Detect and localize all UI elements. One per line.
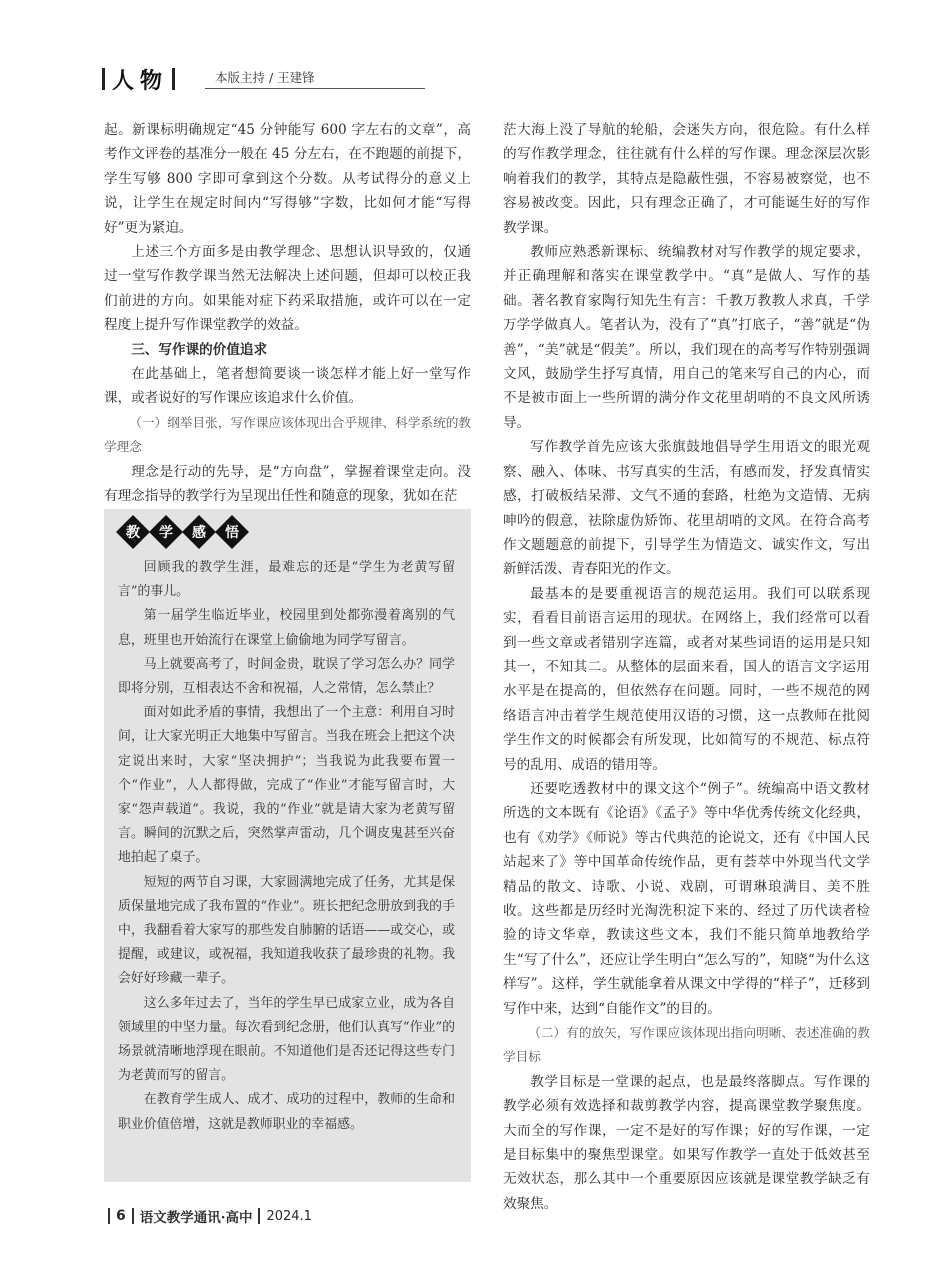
paragraph: 还要吃透教材中的课文这个“例子”。统编高中语文教材所选的文本既有《论语》《孟子》等中华优秀传统文化经典，也有《劝学》《师说》等古代典范的论说文，还有《中国人民站起来了》等中国革命传统作品，更有荟萃中外现当代文学精品的散文、诗歌、小说、戏剧，可谓琳琅满目、美不胜收。这些都是历经时光淘洗积淀下来的、经过了历代读者检验的诗文华章，教读这些文本，我们不能只简单地教给学生“写了什么”，还应让学生明白“怎么写的”，知晓“为什么这样写”。这样，学生就能拿着从课文中学得的“样子”，迁移到写作中来，达到“自能作文”的目的。 [503,780,870,1017]
subsection-heading: （一）纲举目张，写作课应该体现出合乎规律、科学系统的教学理念 [104,414,471,455]
footer-bar [108,1208,110,1224]
paragraph: 在此基础上，笔者想简要谈一谈怎样才能上好一堂写作课，或者说好的写作课应该追求什么价值。 [104,366,471,407]
badge: 悟 [215,515,249,549]
badge: 学 [149,515,183,549]
header-bar-left [102,68,105,90]
footer-bar [132,1208,134,1224]
page-number: 6 [116,1208,126,1224]
paragraph: 上述三个方面多是由教学理念、思想认识导致的，仅通过一堂写作教学课当然无法解决上述问题，但却可以校正我们前进的方向。如果能对症下药采取措施，或许可以在一定程度上提升写作课堂教学的效益。 [104,244,471,334]
badge: 感 [182,515,216,549]
page-footer [102,1206,312,1226]
editor-credit: 本版主持 / 王建锋 [205,68,425,89]
section-heading: 三、写作课的价值追求 [131,341,268,358]
box-paragraph: 回顾我的教学生涯，最难忘的还是“学生为老黄写留言”的事儿。 [118,560,455,600]
badge: 教 [116,515,150,549]
paragraph: 理念是行动的先导，是“方向盘”，掌握着课堂走向。没有理念指导的教学行为呈现出任性和随意的现象，犹如在茫 [104,463,471,505]
box-paragraph: 第一届学生临近毕业，校园里到处都弥漫着离别的气息，班里也开始流行在课堂上偷偷地为同学写留言。 [118,608,455,648]
paragraph: 教学目标是一堂课的起点，也是最终落脚点。写作课的教学必须有效选择和裁剪教学内容，提高课堂教学聚焦度。大而全的写作课，一定不是好的写作课；好的写作课，一定是目标集中的聚焦型课堂。如果写作教学一直处于低效甚至无效状态，那么其中一个重要原因应该就是课堂教学缺乏有效聚焦。 [503,1073,870,1212]
box-paragraph: 短短的两节自习课，大家圆满地完成了任务，尤其是保质保量地完成了我布置的“作业”。班长把纪念册放到我的手中，我翻看着大家写的那些发自肺腑的话语——或交心，或提醒，或建议，或祝福，我知道我收获了最珍贵的礼物。我会好好珍藏一辈子。 [118,874,455,987]
paragraph: 写作教学首先应该大张旗鼓地倡导学生用语文的眼光观察、融入、体味、书写真实的生活，有感而发，抒发真情实感，打破板结呆滞、文气不通的套路，杜绝为文造情、无病呻吟的假意，祛除虚伪矫饰、花里胡哨的文风。在符合高考作文题题意的前提下，引导学生为情造文、诚实作文，写出新鲜活泼、青春阳光的作文。 [503,439,870,578]
paragraph: 教师应熟悉新课标、统编教材对写作教学的规定要求，并正确理解和落实在课堂教学中。“真”是做人、写作的基础。著名教育家陶行知先生有言：千教万教教人求真，千学万学学做真人。笔者认为，没有了“真”打底子，“善”就是“伪善”，“美”就是“假美”。所以，我们现在的高考写作特别强调文风，鼓励学生抒写真情，用自己的笔来写自己的内心，而不是被市面上一些所谓的满分作文花里胡哨的不良文风所诱导。 [503,244,870,431]
page-header [102,62,862,96]
header-bar-right [172,68,175,90]
journal-name: 语文教学通讯·高中 [139,1210,253,1226]
box-paragraph: 在教育学生成人、成才、成功的过程中，教师的生命和职业价值倍增，这就是教师职业的幸福感。 [118,1092,455,1132]
box-paragraph: 面对如此矛盾的事情，我想出了一个主意：利用自习时间，让大家光明正大地集中写留言。当我在班会上把这个决定说出来时，大家“坚决拥护”；当我说为此我要布置一个“作业”，人人都得做，完成了“作业”才能写留言时，大家“怨声载道”。我说，我的“作业”就是请大家为老黄写留言。瞬间的沉默之后，突然掌声雷动，几个调皮鬼甚至兴奋地拍起了桌子。 [118,705,455,866]
box-paragraph: 这么多年过去了，当年的学生早已成家立业，成为各自领域里的中坚力量。每次看到纪念册，他们认真写“作业”的场景就清晰地浮现在眼前。不知道他们是否还记得这些专门为老黄而写的留言。 [118,995,455,1084]
issue-number: 2024.1 [266,1208,312,1224]
paragraph: 最基本的是要重视语言的规范运用。我们可以联系现实，看看目前语言运用的现状。在网络上，我们经常可以看到一些文章或者错别字连篇，或者对某些词语的运用是只知其一，不知其二。从整体的层面来看，国人的语言文字运用水平是在提高的，但依然存在问题。同时，一些不规范的网络语言冲击着学生规范使用汉语的习惯，这一点教师在批阅学生作文的时候都会有所发现，比如简写的不规范、标点符号的乱用、成语的错用等。 [503,585,870,773]
teaching-reflection-box [104,509,471,1182]
box-paragraph: 马上就要高考了，时间金贵，耽误了学习怎么办？同学即将分别，互相表达不舍和祝福，人之常情，怎么禁止？ [118,656,455,697]
subsection-heading: （二）有的放矢，写作课应该体现出指向明晰、表述准确的教学目标 [503,1025,870,1065]
column-name: 人物 [112,69,169,94]
left-column [104,118,471,509]
footer-bar [258,1208,260,1224]
paragraph: 茫大海上没了导航的轮船，会迷失方向，很危险。有什么样的写作教学理念，往往就有什么样的写作课。理念深层次影响着我们的教学，其特点是隐蔽性强，不容易被察觉，也不容易被改变。因此，只有理念正确了，才可能诞生好的写作教学课。 [503,122,870,236]
paragraph: 起。新课标明确规定“45 分钟能写 600 字左右的文章”，高考作文评卷的基准分一般在 45 分左右，在不跑题的前提下，学生写够 800 字即可拿到这个分数。从考试得分的意义上说，让学生在规定时间内“写得够”字数，比如何才能“写得好”更为紧迫。 [104,122,471,236]
right-column [503,118,870,1216]
box-title-badges [118,520,455,544]
